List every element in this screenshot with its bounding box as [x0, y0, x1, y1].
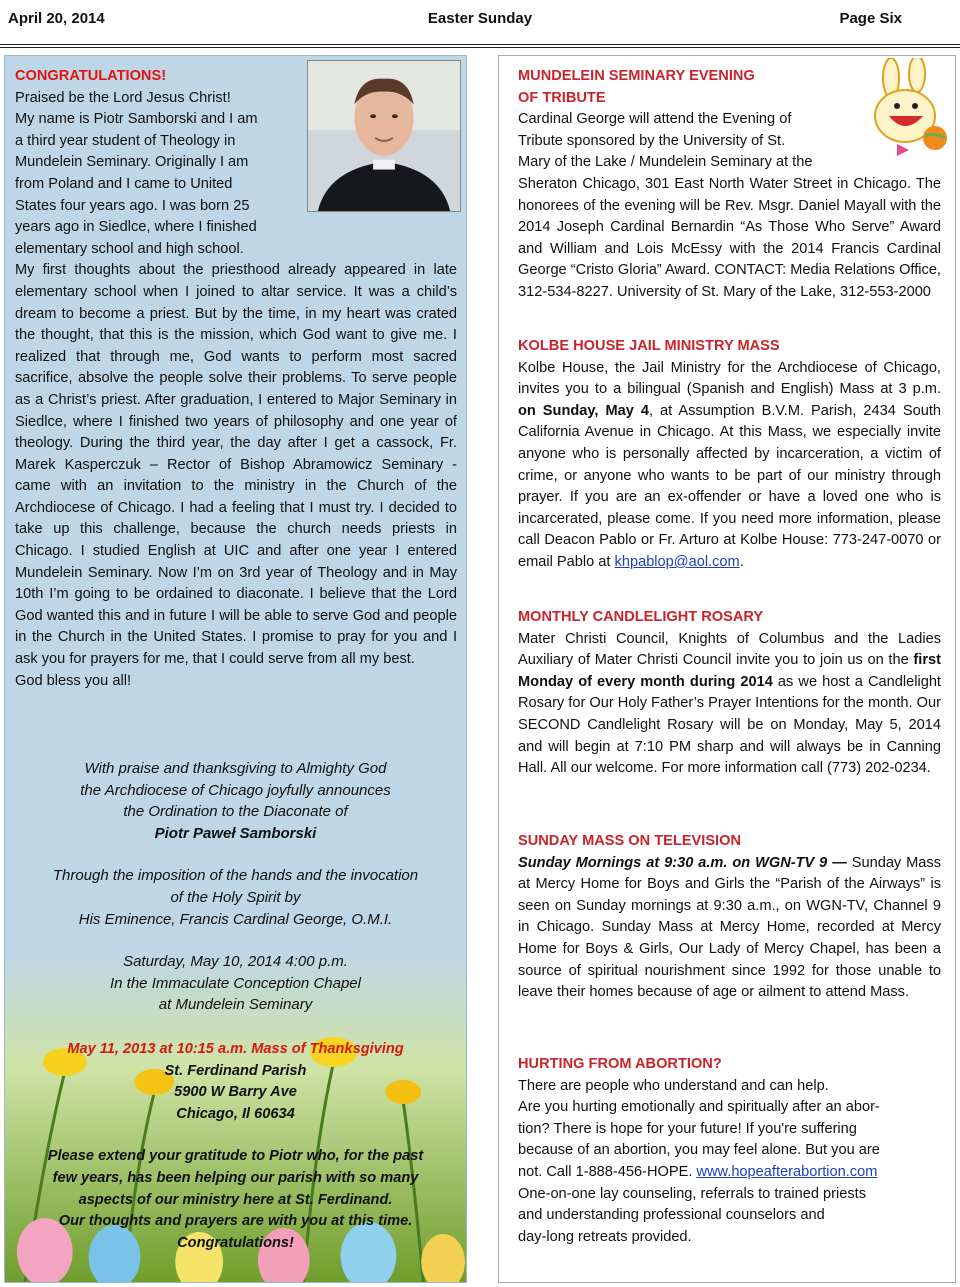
- abortion-line: There are people who understand and can help.: [518, 1077, 829, 1094]
- intro-line: States four years ago. I was born 25: [15, 197, 250, 214]
- intro-line: Praised be the Lord Jesus Christ!: [15, 89, 231, 106]
- intro-line: years ago in Siedlce, where I finished: [15, 219, 257, 236]
- seminary-line: Tribute sponsored by the University of St.: [518, 132, 786, 149]
- ordination-line: In the Immaculate Conception Chapel: [110, 974, 361, 992]
- ordination-line: at Mundelein Seminary: [158, 996, 313, 1014]
- announce-line: the Archdiocese of Chicago joyfully announces: [80, 781, 391, 799]
- parish-line: 5900 W Barry Ave: [174, 1084, 297, 1101]
- hope-hotline: not. Call 1-888-456-HOPE.: [518, 1163, 697, 1180]
- intro-line: elementary school and high school.: [15, 240, 244, 257]
- rosary-heading: MONTHLY CANDLELIGHT ROSARY: [518, 609, 764, 625]
- kolbe-period: .: [739, 553, 744, 570]
- imposition-line: His Eminence, Francis Cardinal George, O.M.I.: [78, 910, 393, 928]
- page-header: [0, 0, 960, 40]
- announce-line: With praise and thanksgiving to Almighty God: [84, 760, 387, 777]
- parish-line: St. Ferdinand Parish: [164, 1062, 307, 1079]
- seminarian-feature: [4, 55, 467, 1283]
- thanksgiving-mass: May 11, 2013 at 10:15 a.m. Mass of Thanksgiving: [67, 1041, 404, 1057]
- blessing: God bless you all!: [15, 672, 132, 689]
- tv-dash: —: [827, 854, 852, 871]
- abortion-line: day-long retreats provided.: [518, 1228, 692, 1245]
- abortion-line: tion? There is hope for your future! If you're suffering: [518, 1120, 857, 1137]
- candlelight-rosary: [518, 607, 941, 780]
- rosary-text: as we host a Candlelight Rosary for Our Holy Father’s Prayer Intentions for the month. Our SECOND Candlelight Rosary will be on Monday, May 5, 2014 and will begin at 7:10 PM sharp and will always be in Canning Hall. All our welcome. For more information call (773) 202-0234.: [518, 673, 941, 777]
- intro-line: from Poland and I came to United: [15, 175, 233, 192]
- page-number: Page Six: [839, 10, 902, 27]
- abortion-heading: HURTING FROM ABORTION?: [518, 1056, 722, 1072]
- ordination-announcement: [5, 758, 466, 1016]
- header-rule: [0, 44, 960, 48]
- seminary-line: Mary of the Lake / Mundelein Seminary at the: [518, 154, 813, 171]
- tv-body: [518, 853, 941, 1004]
- closing-line: Our thoughts and prayers are with you at this time.: [58, 1213, 413, 1230]
- announcements-column: [498, 55, 956, 1283]
- rosary-text: Mater Christi Council, Knights of Columbus and the Ladies Auxiliary of Mater Christi Council invite you to join us on the: [518, 630, 941, 669]
- intro-line: a third year student of Theology in: [15, 132, 236, 149]
- rosary-schedule: first Monday of every month during 2014: [518, 652, 941, 690]
- kolbe-email-link[interactable]: khpablop@aol.com: [614, 553, 740, 570]
- kolbe-body: [518, 358, 941, 574]
- tv-heading: SUNDAY MASS ON TELEVISION: [518, 833, 742, 849]
- intro-block: [15, 66, 299, 260]
- closing-line: aspects of our ministry here at St. Ferdinand.: [78, 1191, 393, 1208]
- issue-date: April 20, 2014: [8, 10, 105, 27]
- kolbe-date: on Sunday, May 4: [518, 402, 649, 419]
- seminary-tribute: [518, 66, 941, 304]
- kolbe-text: Kolbe House, the Jail Ministry for the Archdiocese of Chicago, invites you to a bilingual (Spanish and English) Mass at 3 p.m.: [518, 359, 941, 398]
- intro-line: Mundelein Seminary. Originally I am: [15, 154, 249, 171]
- abortion-line: because of an abortion, you may feel alone. But you are: [518, 1142, 880, 1159]
- imposition-line: Through the imposition of the hands and the invocation: [52, 867, 419, 885]
- congrats-heading: CONGRATULATIONS!: [15, 68, 167, 84]
- issue-title: Easter Sunday: [427, 10, 533, 27]
- closing-line: Congratulations!: [177, 1234, 294, 1251]
- feature-body: My first thoughts about the priesthood already appeared in late elementary school when I joined to altar service. It was a child’s dream to become a priest. But by the time, in my heart was crated the thought, that this is the mission, which God want to give me. I realized that through me, God wants to perform most sacred sacrifice, absolve the people solve their problems. To serve people as a Christ’s priest. After graduation, I entered to Major Seminary in Siedlce, where I finished two years of philosophy and one year of theology. During the third year, the day after I get a cassock, Fr. Marek Kasperczuk – Rector of Bishop Abramowicz Seminary - came with an invitation to the ministry in the Church of the Archdiocese of Chicago. I had a feeling that I must try. I decided to take up this challenge, because the church needs priests in Chicago. I studied English at UIC and after one year I entered Mundelein Seminary. Now I’m on 3rd year of Theology and in May 10th I’m going to be ordained to diaconate. I believe that the Lord God wanted this and in future I will be able to serve God and people in the Church in the United States. I promise to pray for you and I ask you for prayers for me, that I could serve from all my best.: [15, 262, 457, 668]
- ordinand-name: Piotr Paweł Samborski: [154, 824, 317, 842]
- hurting-from-abortion: [518, 1054, 941, 1248]
- closing-line: Please extend your gratitude to Piotr who, for the past: [47, 1148, 424, 1165]
- feature-text: [15, 66, 457, 692]
- mass-on-television: [518, 831, 941, 1004]
- hope-website-link[interactable]: www.hopeafterabortion.com: [696, 1163, 878, 1180]
- imposition-line: of the Holy Spirit by: [170, 888, 301, 906]
- seminary-body: Sheraton Chicago, 301 East North Water Street in Chicago. The honorees of the evening will be Rev. Msgr. Daniel Mayall with the 2014 Joseph Cardinal Bernardin “As Those Who Serve” Award and William and Lois McEssy with the 2014 Francis Cardinal George “Cristo Gloria” Award. CONTACT: Media Relations Office, 312-534-8227. University of St. Mary of the Lake, 312-553-2000: [518, 175, 941, 300]
- announce-line: the Ordination to the Diaconate of: [123, 803, 348, 821]
- thanksgiving-block: [5, 1039, 466, 1254]
- parish-line: Chicago, Il 60634: [176, 1105, 295, 1122]
- seminary-line: Cardinal George will attend the Evening of: [518, 111, 792, 128]
- intro-line: My name is Piotr Samborski and I am: [15, 111, 258, 128]
- abortion-line: Are you hurting emotionally and spiritually after an abor-: [518, 1099, 880, 1116]
- seminary-heading: OF TRIBUTE: [518, 89, 606, 106]
- kolbe-text: , at Assumption B.V.M. Parish, 2434 South California Avenue in Chicago. At this Mass, we especially invite anyone who is personally affected by incarceration, a victim of crime, or anyone who wants to be part of our ministry through prayer. If you are an ex-offender or have a loved one who is incarcerated, please come. If you need more information, please call Deacon Pablo or Fr. Arturo at Kolbe House: 773-247-0070 or email Pablo at: [518, 402, 941, 570]
- abortion-line: One-on-one lay counseling, referrals to trained priests: [518, 1185, 866, 1202]
- rosary-body: [518, 629, 941, 780]
- abortion-call-line: [518, 1162, 941, 1184]
- ordination-line: Saturday, May 10, 2014 4:00 p.m.: [123, 953, 348, 971]
- abortion-line: and understanding professional counselors and: [518, 1207, 825, 1224]
- tv-lead: Sunday Mornings at 9:30 a.m. on WGN-TV 9: [518, 854, 828, 871]
- closing-line: few years, has been helping our parish with so many: [52, 1169, 419, 1186]
- seminary-heading: MUNDELEIN SEMINARY EVENING: [518, 68, 755, 84]
- kolbe-heading: KOLBE HOUSE JAIL MINISTRY MASS: [518, 338, 780, 354]
- tv-text: Sunday Mass at Mercy Home for Boys and Girls the “Parish of the Airways” is seen on Sunday mornings at 9:30 a.m., on WGN-TV, Channel 9 in Chicago. Sunday Mass at Mercy Home, recorded at Mercy Home for Boys & Girls, Our Lady of Mercy Chapel, has been a source of spiritual nourishment since 1992 for those unable to leave their homes because of age or ailment to attend Mass.: [518, 854, 942, 1001]
- kolbe-house: [518, 336, 941, 574]
